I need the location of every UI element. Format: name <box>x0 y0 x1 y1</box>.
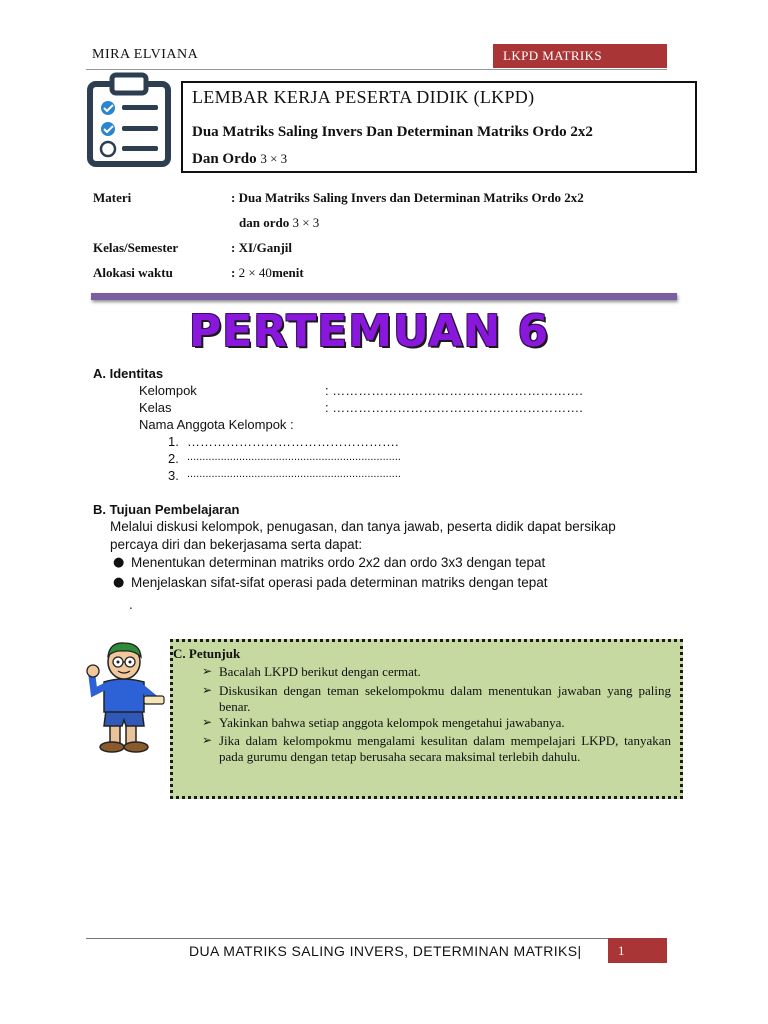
alokasi-suffix: menit <box>271 265 304 280</box>
member-field[interactable]: …………………………………………. <box>187 434 399 449</box>
kelompok-label: Kelompok <box>139 383 197 398</box>
bullet-icon: ● <box>113 555 125 570</box>
kelas-semester-label: Kelas/Semester <box>93 240 179 255</box>
member-number: 2. <box>168 451 179 466</box>
member-number: 3. <box>168 468 179 483</box>
kelas-semester-value: : XI/Ganjil <box>231 240 293 255</box>
tujuan-heading: B. Tujuan Pembelajaran <box>93 502 240 517</box>
document-title: LEMBAR KERJA PESERTA DIDIK (LKPD) <box>192 87 535 107</box>
petunjuk-item: Bacalah LKPD berikut dengan cermat. <box>219 664 421 679</box>
kelas-label: Kelas <box>139 400 172 415</box>
meeting-title: PERTEMUAN 6 <box>189 306 550 357</box>
tujuan-bullet: Menjelaskan sifat-sifat operasi pada determinan matriks dengan tepat <box>131 575 548 590</box>
document-subtitle-line1: Dua Matriks Saling Invers Dan Determinan Matriks Ordo 2x2 <box>192 124 593 140</box>
header-author: MIRA ELVIANA <box>92 47 199 62</box>
alokasi-prefix: : <box>231 265 236 280</box>
identitas-heading: A. Identitas <box>93 366 164 381</box>
kelompok-field[interactable]: : …………………………………………………. <box>325 383 583 398</box>
document-subtitle-line2 <box>192 151 287 168</box>
tujuan-trailing: . <box>129 597 133 612</box>
arrowhead-bullet-icon: ➢ <box>202 664 213 678</box>
tujuan-bullet: Menentukan determinan matriks ordo 2x2 dan ordo 3x3 dengan tepat <box>131 555 546 570</box>
materi-value2-text: dan ordo <box>239 215 290 230</box>
page-number: 1 <box>608 938 667 963</box>
boy-cartoon-illustration <box>86 640 168 756</box>
member-field[interactable]: ...................................................................... <box>187 468 401 480</box>
arrowhead-bullet-icon: ➢ <box>202 733 213 747</box>
materi-value-line2 <box>239 215 319 231</box>
section-divider <box>91 293 677 300</box>
anggota-label: Nama Anggota Kelompok : <box>139 417 294 432</box>
member-number: 1. <box>168 434 179 449</box>
alokasi-waktu-value <box>231 265 304 281</box>
footer-title: DUA MATRIKS SALING INVERS, DETERMINAN MATRIKS| <box>189 943 582 959</box>
header-doc-label: LKPD MATRIKS <box>493 44 667 68</box>
petunjuk-item: Jika dalam kelompokmu mengalami kesulitan dalam mempelajari LKPD, tanyakan pada gurumu dengan tetap berusaha secara maksimal terlebih dahulu. <box>219 733 671 764</box>
materi-value-line1: : Dua Matriks Saling Invers dan Determinan Matriks Ordo 2x2 <box>231 190 584 205</box>
arrowhead-bullet-icon: ➢ <box>202 683 213 697</box>
kelas-field[interactable]: : …………………………………………………. <box>325 400 583 415</box>
materi-value2-math: 3 × 3 <box>292 215 320 230</box>
subtitle-line2-text: Dan Ordo <box>192 151 257 167</box>
alokasi-math: 2 × 40 <box>238 265 272 280</box>
tujuan-intro-line2: percaya diri dan bekerjasama serta dapat: <box>110 537 363 552</box>
member-field[interactable]: ...................................................................... <box>187 451 401 463</box>
petunjuk-heading: C. Petunjuk <box>173 646 241 661</box>
bullet-icon: ● <box>113 575 125 590</box>
alokasi-waktu-label: Alokasi waktu <box>93 265 173 280</box>
clipboard-checklist-icon <box>86 72 172 168</box>
materi-label: Materi <box>93 190 132 205</box>
footer-rule <box>86 938 667 939</box>
tujuan-intro-line1: Melalui diskusi kelompok, penugasan, dan tanya jawab, peserta didik dapat bersikap <box>110 519 616 534</box>
subtitle-line2-math: 3 × 3 <box>260 151 288 166</box>
header-rule <box>86 69 667 70</box>
petunjuk-item: Diskusikan dengan teman sekelompokmu dalam menentukan jawaban yang paling benar. <box>219 683 671 714</box>
arrowhead-bullet-icon: ➢ <box>202 715 213 729</box>
petunjuk-item: Yakinkan bahwa setiap anggota kelompok mengetahui jawabanya. <box>219 715 565 730</box>
